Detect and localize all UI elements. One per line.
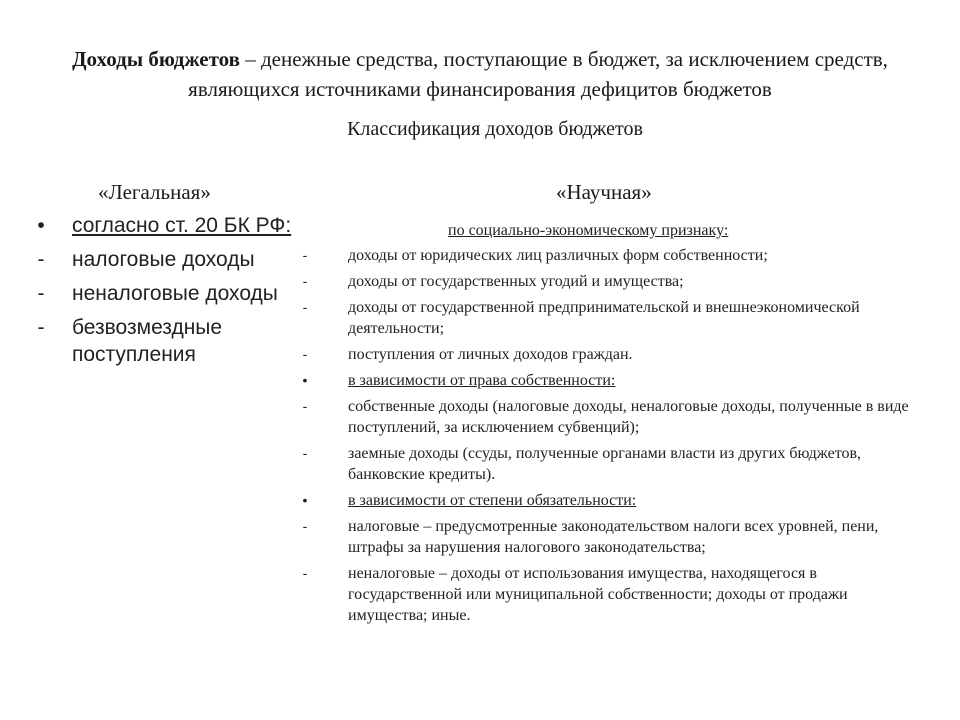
classification-title: Классификация доходов бюджетов [347, 118, 643, 140]
sci-item-text: налоговые – предусмотренные законодательством налоги всех уровней, пени, штрафы за нарушения налогового законодательства; [348, 518, 879, 556]
sci-item-borrowed-income [296, 443, 926, 485]
scientific-heading: «Научная» [556, 180, 652, 204]
legal-item-grants [34, 314, 296, 368]
intro-definition-text: – денежные средства, поступающие в бюджет, за исключением средств, являющихся источниками финансирования дефицитов бюджетов [188, 47, 888, 101]
dash-marker: - [302, 518, 308, 534]
sci-item-own-income [296, 396, 926, 438]
legal-item-tax-income [34, 246, 296, 273]
ownership-criterion [296, 370, 926, 391]
sci-item-text: доходы от юридических лиц различных форм собственности; [348, 247, 768, 264]
dash-marker: - [302, 346, 308, 362]
sci-item-text: доходы от государственной предпринимательской и внешнеэкономической деятельности; [348, 299, 860, 337]
dash-marker: - [37, 316, 45, 339]
dash-marker: - [37, 248, 45, 271]
dash-marker: - [302, 445, 308, 461]
legal-heading: «Легальная» [98, 180, 211, 204]
bullet-marker: • [302, 492, 308, 508]
bullet-marker: • [37, 214, 45, 237]
intro-definition [40, 44, 920, 104]
legal-item-text: согласно ст. 20 БК РФ: [72, 214, 292, 237]
obligation-criterion [296, 490, 926, 511]
sci-item-text: поступления от личных доходов граждан. [348, 346, 633, 363]
bullet-marker: • [302, 372, 308, 388]
sci-item-personal-income [296, 344, 926, 365]
sci-item-non-tax [296, 563, 926, 626]
legal-item-non-tax-income [34, 280, 296, 307]
dash-marker: - [302, 273, 308, 289]
legal-item-text: безвозмездные поступления [72, 316, 223, 366]
sci-item-text: собственные доходы (налоговые доходы, неналоговые доходы, полученные в виде поступлений, за исключением субвенций); [348, 398, 909, 436]
sci-item-text: неналоговые – доходы от использования имущества, находящегося в государственной или муниципальной собственности; доходы от продажи имущества; иные. [348, 565, 848, 624]
sci-item-legal-entities [296, 245, 926, 266]
intro-term: Доходы бюджетов [72, 47, 240, 71]
dash-marker: - [37, 282, 45, 305]
criterion-text: в зависимости от права собственности: [348, 372, 616, 389]
sci-item-text: доходы от государственных угодий и имущества; [348, 273, 684, 290]
dash-marker: - [302, 247, 308, 263]
sci-item-state-business [296, 297, 926, 339]
legal-item-text: налоговые доходы [72, 248, 255, 271]
legal-item-text: неналоговые доходы [72, 282, 278, 305]
sci-item-tax [296, 516, 926, 558]
legal-item-bk-article [34, 212, 296, 239]
sci-item-text: заемные доходы (ссуды, полученные органами власти из других бюджетов, банковские кредиты). [348, 445, 862, 483]
dash-marker: - [302, 565, 308, 581]
dash-marker: - [302, 299, 308, 315]
scientific-list [296, 220, 926, 631]
dash-marker: - [302, 398, 308, 414]
socio-economic-criterion: по социально-экономическому признаку: [448, 222, 729, 239]
sci-item-state-lands [296, 271, 926, 292]
legal-list [34, 212, 296, 375]
criterion-text: в зависимости от степени обязательности: [348, 492, 637, 509]
